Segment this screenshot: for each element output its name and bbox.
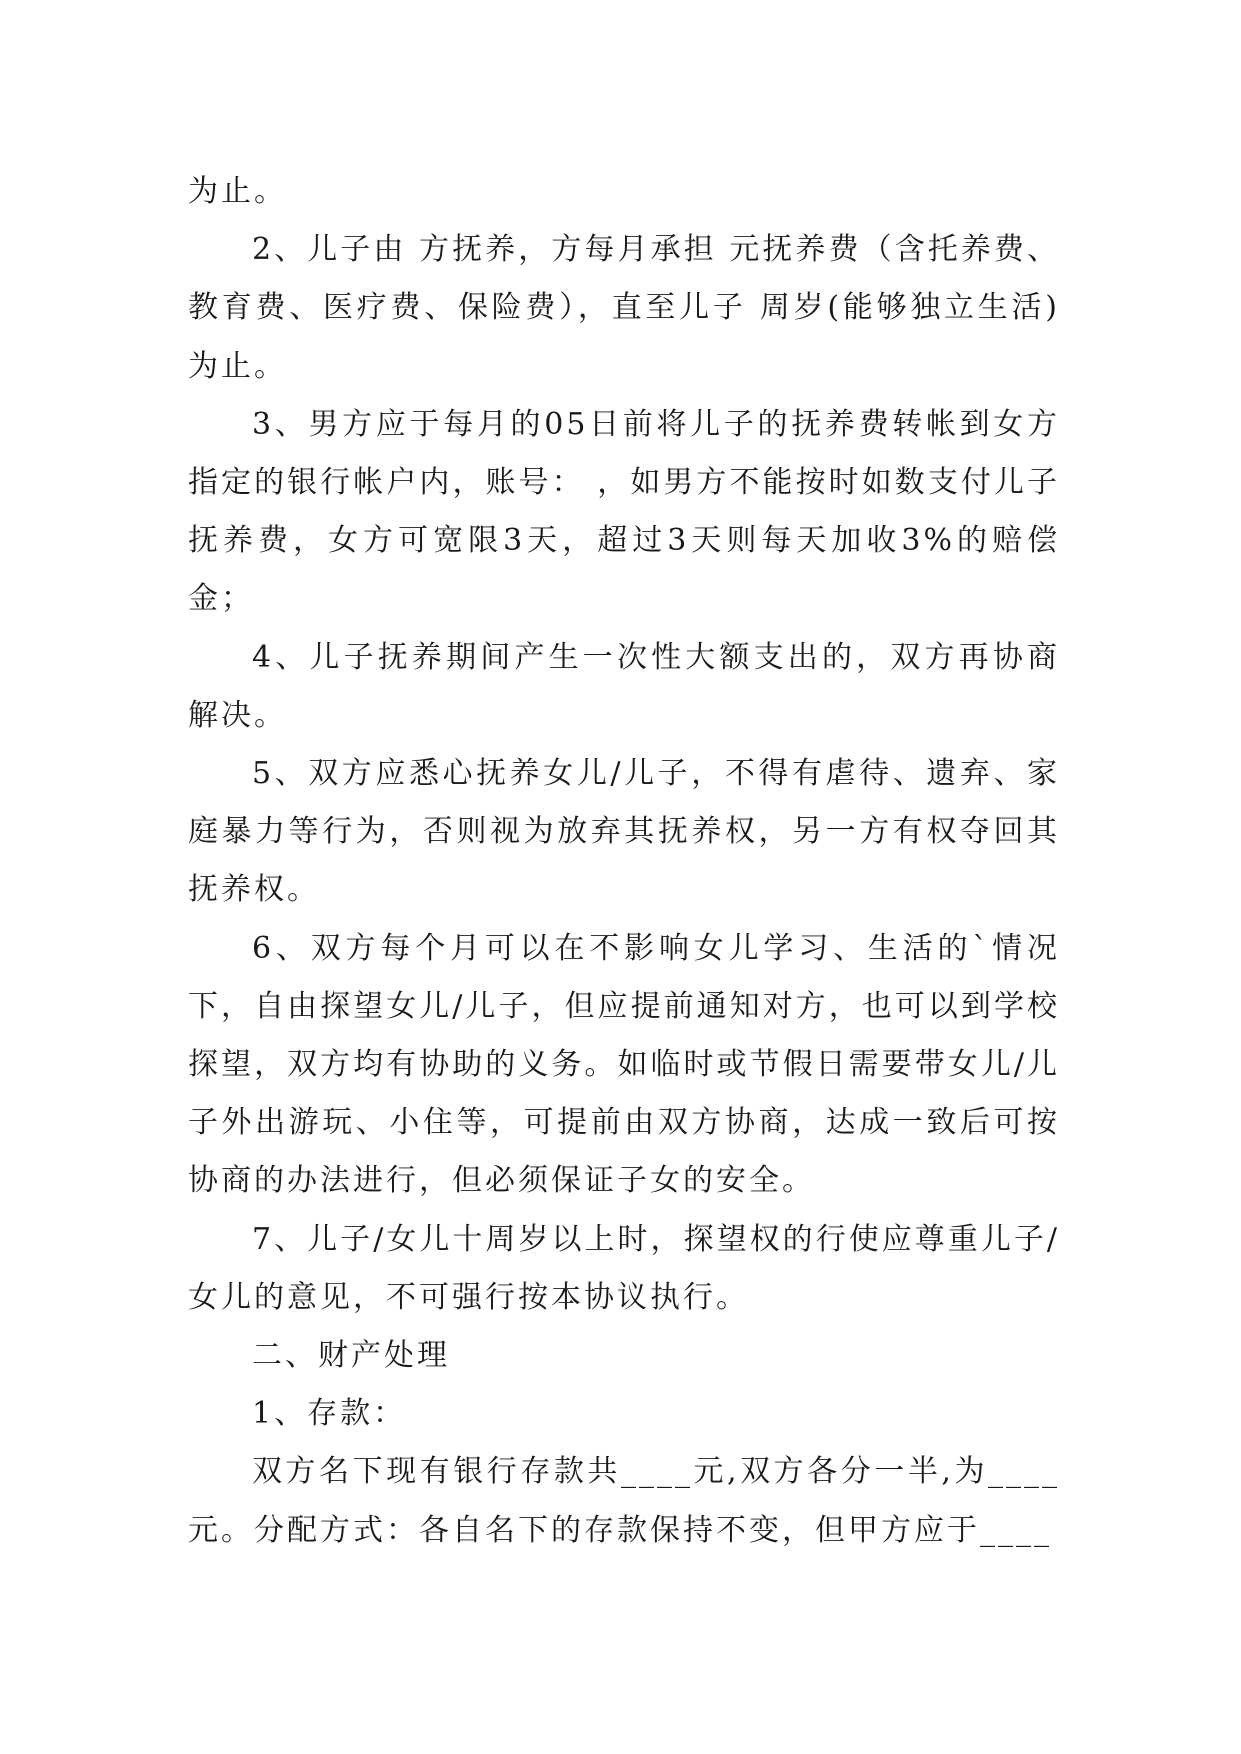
paragraph-clause-3: 3、男方应于每月的05日前将儿子的抚养费转帐到女方指定的银行帐户内，账号： ，如男方不能按时如数支付儿子抚养费，女方可宽限3天，超过3天则每天加收3%的赔偿金； (188, 406, 1060, 617)
paragraph-clause-7: 7、儿子/女儿十周岁以上时，探望权的行使应尊重儿子/女儿的意见，不可强行按本协议执行。 (188, 1221, 1060, 1315)
paragraph-clause-4: 4、儿子抚养期间产生一次性大额支出的，双方再协商解决。 (188, 639, 1060, 733)
section-heading-property: 二、财产处理 (252, 1338, 450, 1374)
paragraph-deposits: 双方名下现有银行存款共____元,双方各分一半,为____元。分配方式：各自名下的存款保持不变，但甲方应于____ (188, 1454, 1060, 1548)
subheading-deposits: 1、存款： (252, 1396, 407, 1432)
paragraph-clause-6: 6、双方每个月可以在不影响女儿学习、生活的`情况下，自由探望女儿/儿子，但应提前通知对方，也可以到学校探望，双方均有协助的义务。如临时或节假日需要带女儿/儿子外出游玩、小住等，可提前由双方协商，达成一致后可按协商的办法进行，但必须保证子女的安全。 (188, 930, 1060, 1199)
paragraph-continuation: 为止。 (188, 174, 287, 209)
paragraph-clause-2: 2、儿子由 方抚养，方每月承担 元抚养费（含托养费、教育费、医疗费、保险费），直至儿子 周岁(能够独立生活)为止。 (188, 232, 1060, 384)
document-body (188, 163, 1060, 1560)
paragraph-clause-5: 5、双方应悉心抚养女儿/儿子，不得有虐待、遗弃、家庭暴力等行为，否则视为放弃其抚养权，另一方有权夺回其抚养权。 (188, 756, 1060, 908)
